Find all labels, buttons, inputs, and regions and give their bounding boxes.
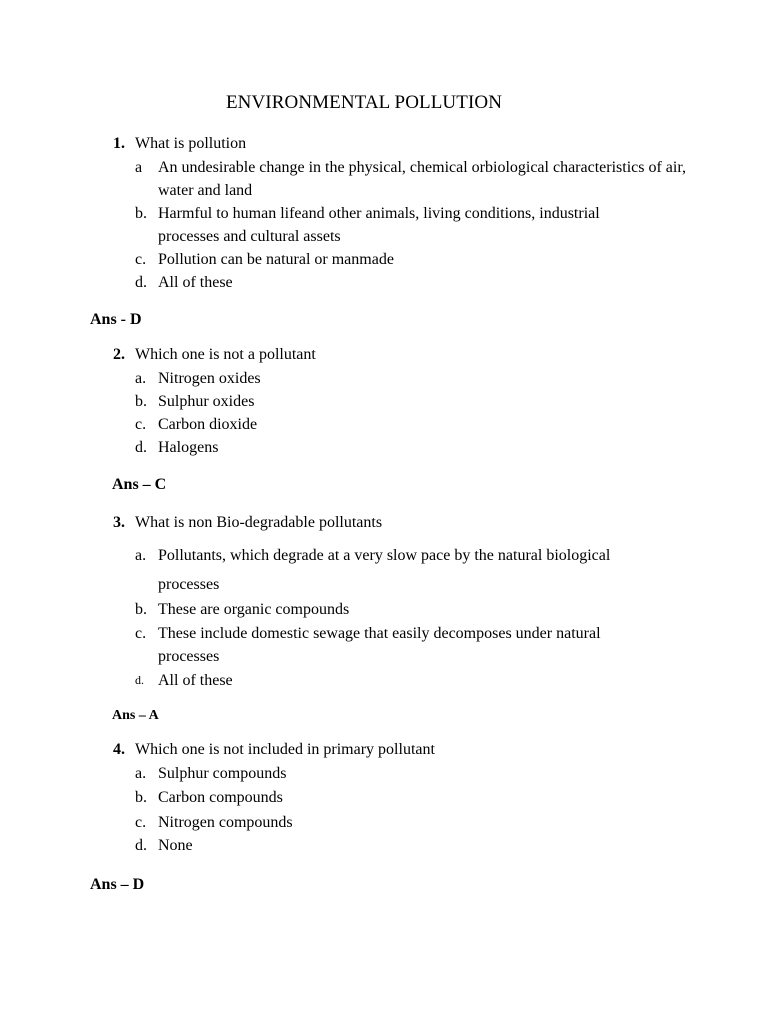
question-text: Which one is not a pollutant [135, 346, 316, 363]
option-letter: a [135, 159, 143, 176]
option-text: Nitrogen compounds [158, 814, 293, 831]
option-3c [135, 622, 645, 668]
option-letter: a. [135, 370, 147, 387]
option-text: Pollution can be natural or manmade [158, 251, 394, 268]
option-letter: b. [135, 601, 147, 618]
option-1a [135, 156, 695, 202]
option-4d [135, 834, 695, 857]
option-letter: d. [135, 274, 147, 291]
option-letter: b. [135, 205, 147, 222]
question-1 [113, 132, 246, 155]
option-3b [135, 598, 695, 621]
answer-1: Ans - D [90, 311, 142, 328]
option-text: All of these [158, 672, 233, 689]
option-3a [135, 541, 655, 599]
option-letter: d. [135, 673, 144, 687]
question-number: 2. [113, 346, 125, 363]
option-1b [135, 202, 635, 248]
answer-4: Ans – D [90, 876, 145, 893]
option-letter: d. [135, 439, 147, 456]
option-4c [135, 811, 695, 834]
answer-3: Ans – A [112, 708, 159, 723]
page-title: ENVIRONMENTAL POLLUTION [225, 92, 503, 113]
option-text: Sulphur oxides [158, 393, 255, 410]
option-text: None [158, 837, 193, 854]
option-letter: c. [135, 251, 147, 268]
option-letter: c. [135, 814, 147, 831]
option-letter: c. [135, 416, 147, 433]
option-text: Halogens [158, 439, 219, 456]
question-4 [113, 738, 435, 761]
question-text: What is non Bio-degradable pollutants [135, 514, 383, 531]
option-4b [135, 786, 695, 809]
option-text: Pollutants, which degrade at a very slow pace by the natural biological processes [158, 547, 611, 593]
option-2d [135, 436, 695, 459]
option-letter: b. [135, 393, 147, 410]
question-number: 1. [113, 135, 125, 152]
option-text: An undesirable change in the physical, chemical orbiological characteristics of air, water and land [158, 159, 687, 199]
option-2b [135, 390, 695, 413]
option-text: Nitrogen oxides [158, 370, 261, 387]
question-text: What is pollution [135, 135, 247, 152]
question-text: Which one is not included in primary pollutant [135, 741, 435, 758]
question-2 [113, 343, 316, 366]
option-letter: a. [135, 547, 147, 564]
option-1d [135, 271, 695, 294]
option-2c [135, 413, 695, 436]
question-number: 3. [113, 514, 125, 531]
question-3 [113, 511, 382, 534]
option-text: Carbon compounds [158, 789, 283, 806]
option-letter: a. [135, 765, 147, 782]
option-text: Harmful to human lifeand other animals, living conditions, industrial processes and cultural assets [158, 205, 600, 245]
question-number: 4. [113, 741, 125, 758]
option-4a [135, 762, 695, 785]
option-text: All of these [158, 274, 233, 291]
option-text: These are organic compounds [158, 601, 350, 618]
option-text: Carbon dioxide [158, 416, 258, 433]
option-text: Sulphur compounds [158, 765, 287, 782]
option-3d [135, 669, 695, 692]
answer-2: Ans – C [112, 476, 167, 493]
option-letter: b. [135, 789, 147, 806]
option-1c [135, 248, 695, 271]
option-letter: c. [135, 625, 147, 642]
option-2a [135, 367, 695, 390]
option-text: These include domestic sewage that easily decomposes under natural processes [158, 625, 601, 665]
option-letter: d. [135, 837, 147, 854]
